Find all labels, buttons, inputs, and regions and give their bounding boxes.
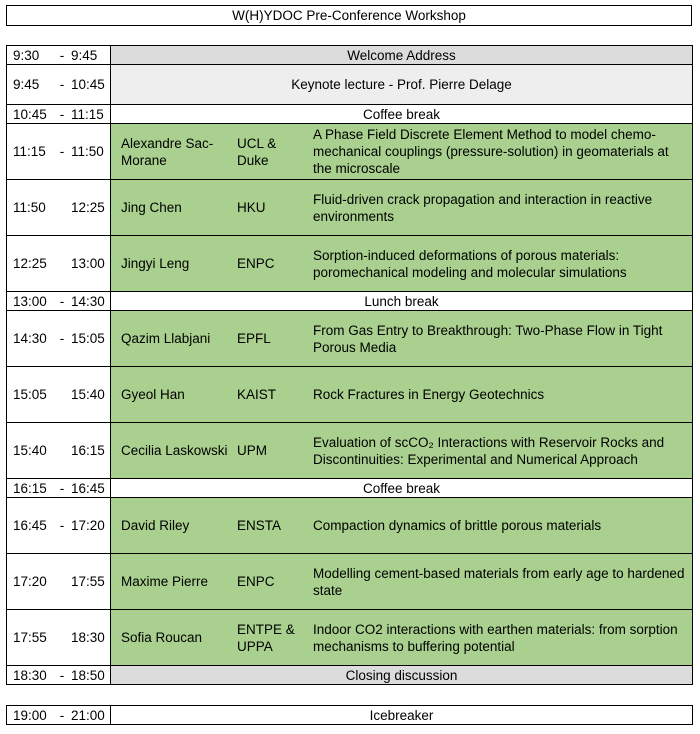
time-cell [7,236,111,292]
start-time: 19:00 [13,707,47,723]
event-row [7,65,693,105]
end-time: 18:50 [71,667,105,683]
end-time: 9:45 [71,47,98,63]
break-row [7,105,693,124]
start-time: 15:05 [13,387,47,402]
event-row [7,666,693,685]
speaker-affiliation: HKU [237,200,266,215]
talk-details [111,517,692,534]
talk-title: Modelling cement-based materials from early age to hardened state [313,565,685,598]
talk-details [111,322,692,356]
time-cell [7,610,111,666]
speaker-affiliation: ENPC [237,256,275,271]
talk-cell [111,554,693,610]
speaker-name: Cecilia Laskowski [121,443,228,458]
start-time: 17:20 [13,574,47,589]
talk-row [7,311,693,367]
talk-title: From Gas Entry to Breakthrough: Two-Phase Flow in Tight Porous Media [313,322,663,355]
end-time: 17:20 [71,518,105,533]
time-cell [7,666,111,685]
time-separator: - [59,106,65,122]
time-cell [7,65,111,105]
event-label: Icebreaker [111,706,693,725]
time-separator: - [59,331,65,346]
talk-row [7,367,693,423]
talk-row [7,610,693,666]
time-separator: - [59,47,65,63]
time-cell [7,367,111,423]
schedule-table [6,45,693,685]
talk-cell [111,180,693,236]
start-time: 11:15 [13,144,46,159]
start-time: 16:45 [13,518,47,533]
time-separator: - [59,667,65,683]
talk-title: Sorption-induced deformations of porous materials: poromechanical modeling and molecular simulations [313,247,627,280]
time-cell [7,180,111,236]
end-time: 10:45 [71,77,105,92]
speaker-name: Gyeol Han [121,387,185,402]
event-row [7,46,693,65]
time-cell [7,124,111,180]
time-cell [7,105,111,124]
time-cell [7,554,111,610]
talk-details [111,565,692,599]
speaker-name: Qazim Llabjani [121,331,211,346]
end-time: 13:00 [71,256,105,271]
talk-title: Rock Fractures in Energy Geotechnics [313,387,545,402]
time-separator: - [59,77,65,92]
start-time: 9:30 [13,47,40,63]
speaker-name: Sofia Roucan [121,630,203,645]
talk-cell [111,236,693,292]
end-time: 11:15 [71,106,104,122]
time-cell [7,498,111,554]
speaker-name: Jing Chen [121,200,182,215]
end-time: 15:05 [71,331,105,346]
time-cell [7,311,111,367]
speaker-affiliation: ENSTA [237,518,282,533]
time-cell [7,292,111,311]
talk-details [111,247,692,281]
talk-cell [111,423,693,479]
keynote-label: Keynote lecture - Prof. Pierre Delage [111,65,693,105]
speaker-affiliation: ENPC [237,574,275,589]
event-label: Welcome Address [111,46,693,65]
talk-row [7,236,693,292]
time-separator: - [59,144,65,159]
workshop-title: W(H)YDOC Pre-Conference Workshop [7,6,692,26]
talk-row [7,423,693,479]
talk-title: A Phase Field Discrete Element Method to model chemo-mechanical couplings (pressure-solution) in geomaterials at the microscale [313,127,669,176]
talk-title: Indoor CO2 interactions with earthen materials: from sorption mechanisms to buffering potential [313,621,678,654]
talk-cell [111,610,693,666]
talk-details [111,621,692,655]
end-time: 14:30 [71,293,105,309]
speaker-affiliation: EPFL [237,331,271,346]
end-time: 12:25 [71,200,105,215]
start-time: 18:30 [13,667,47,683]
time-separator: - [59,707,65,723]
time-separator: - [59,293,65,309]
speaker-affiliation: UPM [237,443,267,458]
talk-cell [111,124,693,180]
talk-row [7,498,693,554]
time-cell [7,423,111,479]
speaker-affiliation: UCL & Duke [237,135,277,168]
end-time: 16:15 [71,443,105,458]
start-time: 13:00 [13,293,47,309]
talk-row [7,554,693,610]
start-time: 9:45 [13,77,40,92]
time-separator: - [59,518,65,533]
time-cell [7,706,111,725]
start-time: 10:45 [13,106,47,122]
time-cell [7,46,111,65]
break-label: Lunch break [111,292,693,311]
talk-title: Evaluation of scCO₂ Interactions with Reservoir Rocks and Discontinuities: Experimental and Numerical Approach [313,434,665,467]
talk-details [111,126,692,177]
talk-title: Fluid-driven crack propagation and interaction in reactive environments [313,191,653,224]
break-row [7,479,693,498]
start-time: 12:25 [13,256,47,271]
talk-title: Compaction dynamics of brittle porous materials [313,518,602,533]
talk-row [7,124,693,180]
break-label: Coffee break [111,479,693,498]
talk-row [7,180,693,236]
end-time: 16:45 [71,480,105,496]
start-time: 17:55 [13,630,47,645]
talk-cell [111,311,693,367]
end-time: 18:30 [71,630,105,645]
start-time: 16:15 [13,480,47,496]
end-time: 17:55 [71,574,105,589]
talk-details [111,434,692,468]
start-time: 14:30 [13,331,47,346]
end-time: 15:40 [71,387,105,402]
speaker-name: David Riley [121,518,190,533]
break-label: Coffee break [111,105,693,124]
talk-details [111,191,692,225]
speaker-name: Alexandre Sac-Morane [121,135,214,168]
speaker-affiliation: KAIST [237,387,277,402]
speaker-affiliation: ENTPE & UPPA [237,621,295,654]
start-time: 15:40 [13,443,47,458]
end-time: 21:00 [71,707,105,723]
break-row [7,292,693,311]
time-cell [7,479,111,498]
talk-cell [111,367,693,423]
schedule-row-icebreaker [7,706,693,725]
speaker-name: Maxime Pierre [121,574,209,589]
icebreaker-table [6,705,693,725]
start-time: 11:50 [13,200,46,215]
speaker-name: Jingyi Leng [121,256,190,271]
talk-details [111,386,692,403]
talk-cell [111,498,693,554]
event-label: Closing discussion [111,666,693,685]
time-separator: - [59,480,65,496]
workshop-title-table [6,5,692,26]
end-time: 11:50 [71,144,104,159]
